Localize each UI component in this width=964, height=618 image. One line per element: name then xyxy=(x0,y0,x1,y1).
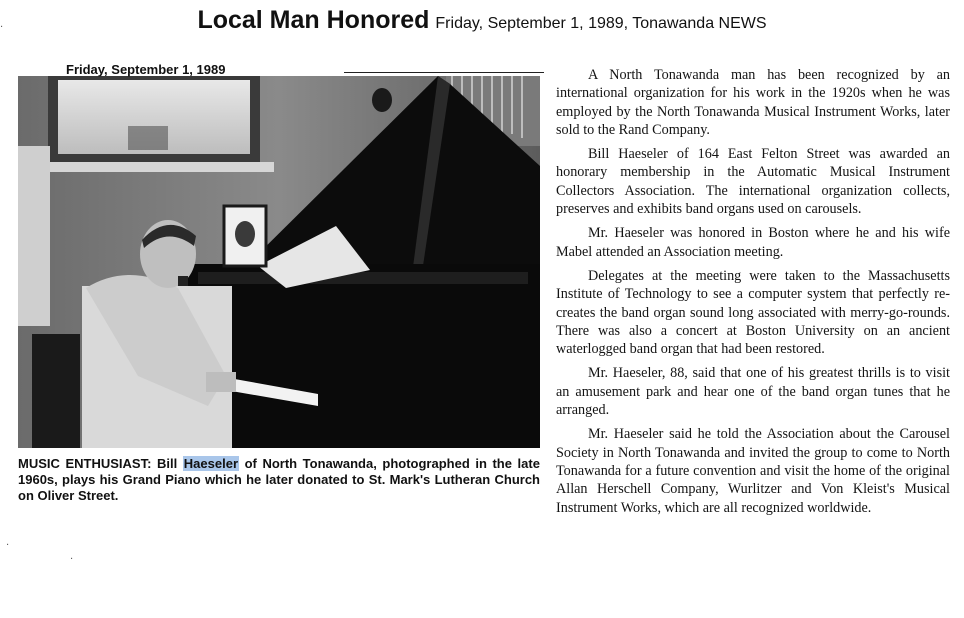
article-paragraph: Bill Haeseler of 164 East Felton Street was awarded an honorary membership in the Automatic Musical Instrument Collectors Association. The international organization collects, preserves and exhibits band organs used on carousels. xyxy=(556,146,950,218)
photo-caption xyxy=(18,456,540,504)
headline xyxy=(0,6,964,35)
article-paragraph: Delegates at the meeting were taken to the Massachusetts Institute of Technology to see a computer system that perfectly re-creates the band organ sound long associated with merry-go-rounds. There was also a concert at Boston University on an ancient waterlogged band organ that had been restored. xyxy=(556,267,950,358)
article-paragraph: A North Tonawanda man has been recognized by an international organization for his work in the 1920s when he was employed by the North Tonawanda Musical Instrument Works, later sold to the Rand Company. xyxy=(556,67,950,138)
photo-dateline: Friday, September 1, 1989 xyxy=(66,62,226,77)
caption-rest: of North Tonawanda, photographed in the late 1960s, plays his Grand Piano which he later donated to St. Mark's Lutheran Church on Oliver Street. xyxy=(18,456,540,503)
article-paragraph: Mr. Haeseler, 88, said that one of his greatest thrills is to visit an amusement park and hear one of the band organ tunes that he arranged. xyxy=(556,365,950,419)
caption-highlight: Haeseler xyxy=(183,456,239,471)
article-paragraph: Mr. Haeseler was honored in Boston where he and his wife Mabel attended an Association meeting. xyxy=(556,225,950,260)
article-paragraph: Mr. Haeseler said he told the Association about the Carousel Society in North Tonawanda and invited the group to come to North Tonawanda for a future convention and visit the home of the original Allan Herschell Company, Wurlitzer and Von Kleist's Musical Instrument Works, which are all recognized worldwide. xyxy=(556,426,950,516)
article-body xyxy=(556,66,950,523)
divider-rule xyxy=(344,72,544,73)
scan-speck: · xyxy=(70,554,74,565)
news-photo xyxy=(18,76,540,448)
headline-subtitle: Friday, September 1, 1989, Tonawanda NEWS xyxy=(435,15,767,32)
scan-speck: · xyxy=(0,22,4,33)
headline-title: Local Man Honored xyxy=(197,6,430,34)
scan-speck: · xyxy=(6,540,10,551)
photo-illustration xyxy=(18,76,540,448)
caption-lead: MUSIC ENTHUSIAST: Bill xyxy=(18,456,178,471)
